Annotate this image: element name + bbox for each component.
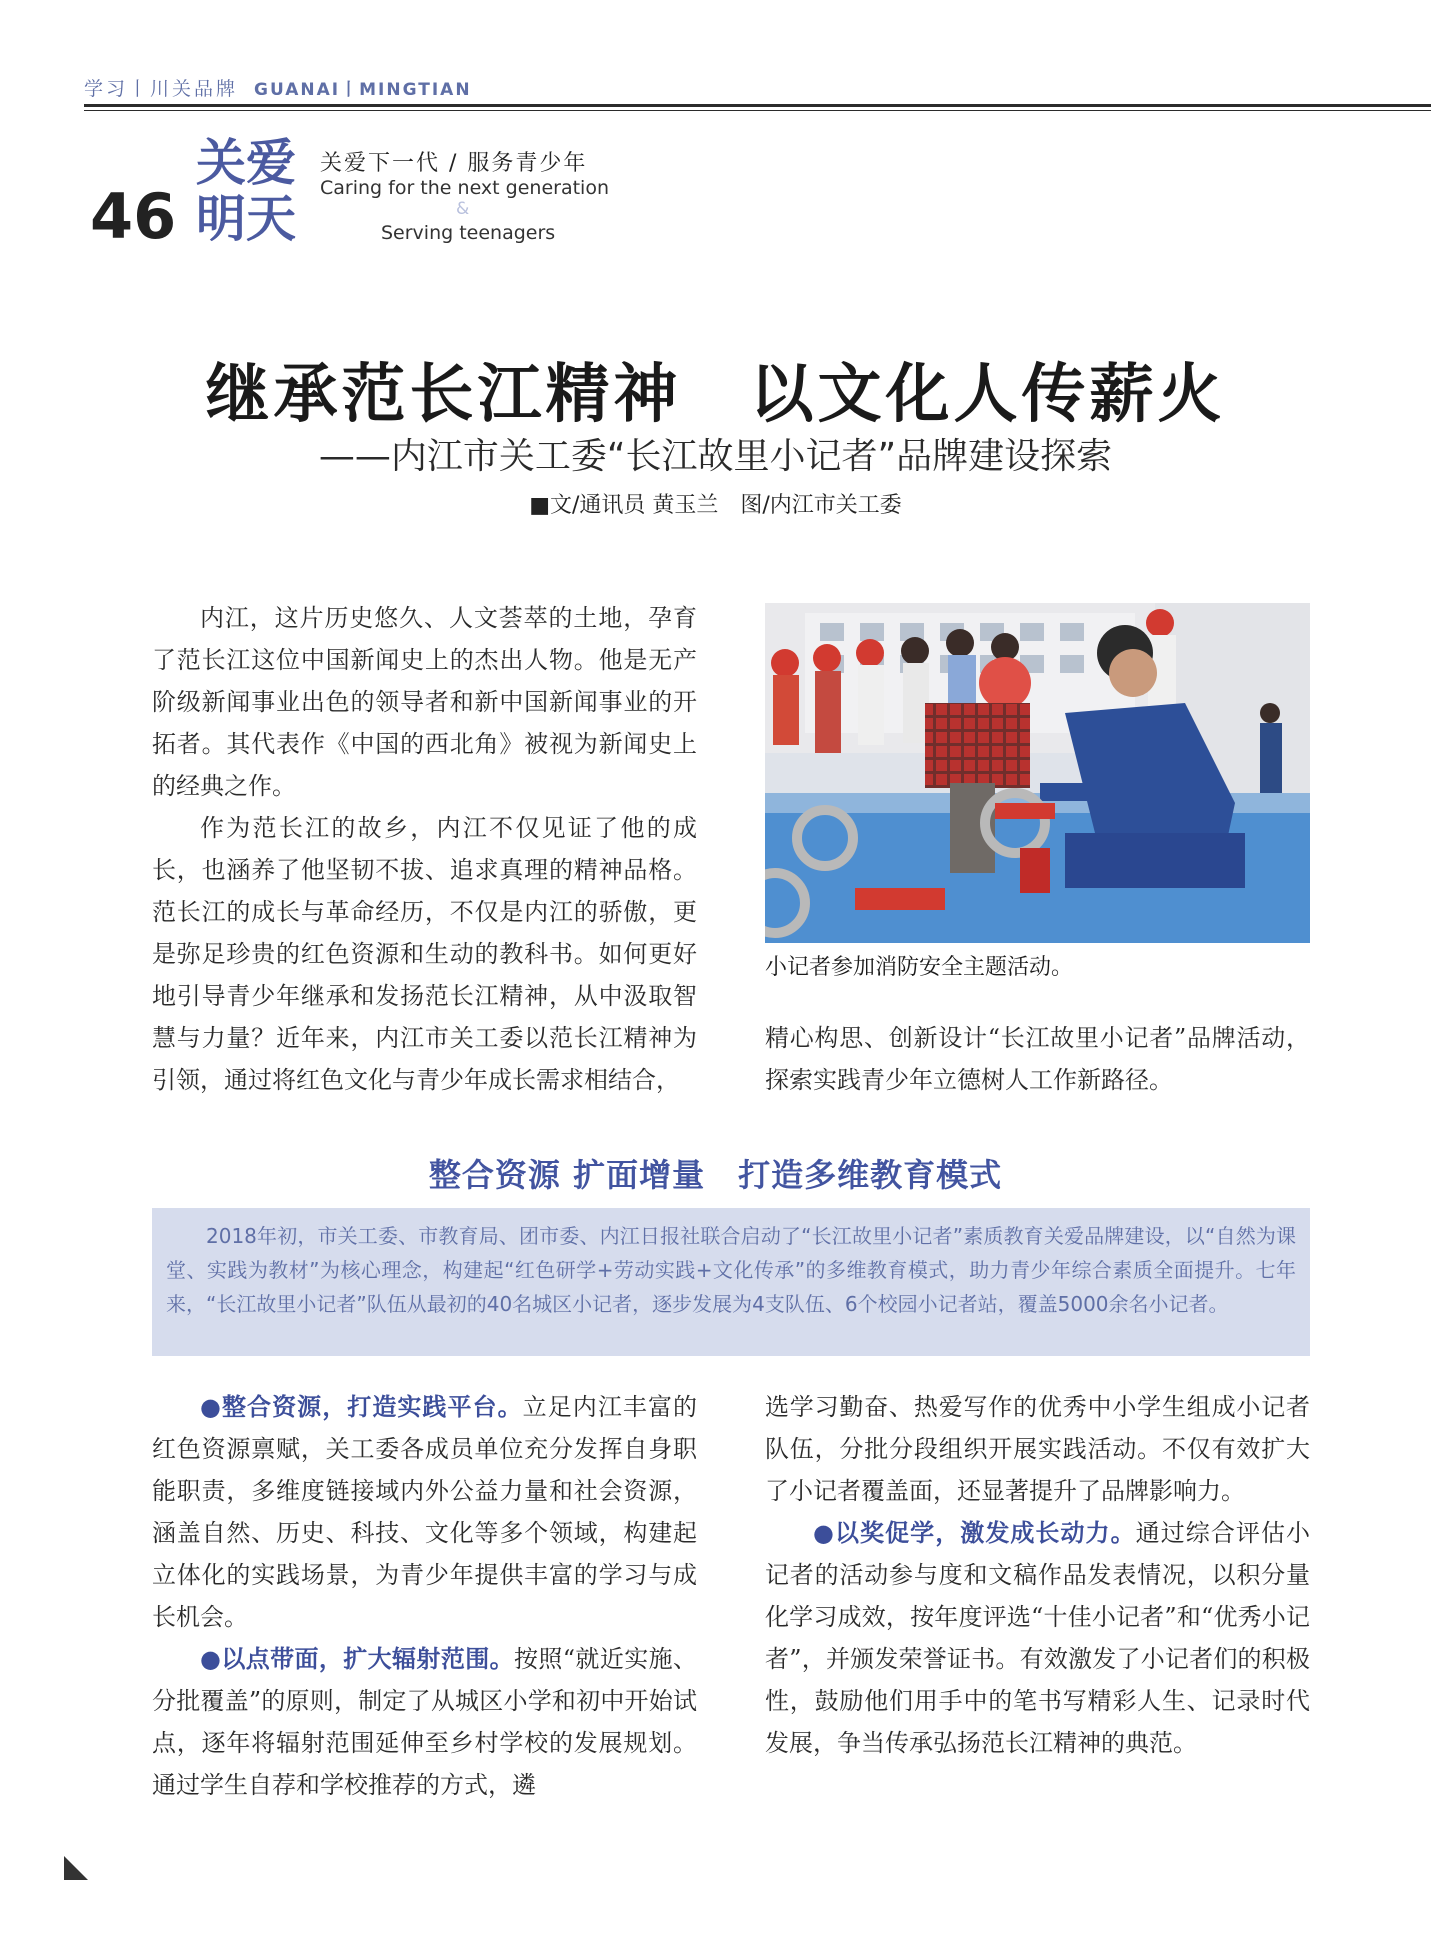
bullet-lead-1: ●整合资源，打造实践平台。: [200, 1393, 523, 1421]
page-corner-mark: [64, 1856, 88, 1880]
article-subtitle: ——内江市关工委“长江故里小记者”品牌建设探索: [318, 436, 1113, 477]
article-title: 继承范长江精神 以文化人传薪火: [205, 357, 1226, 432]
intro-box-text: 2018年初，市关工委、市教育局、团市委、内江日报社联合启动了“长江故里小记者”素质教育关爱品牌建设，以“自然为课堂、实践为教材”为核心理念，构建起“红色研学+劳动实践+文化传承”的多维教育模式，助力青少年综合素质全面提升。七年来，“长江故里小记者”队伍从最初的40名城区小记者，逐步发展为4支队伍、6个校园小记者站，覆盖5000余名小记者。: [166, 1224, 1296, 1316]
photo-caption: 小记者参加消防安全主题活动。: [765, 955, 1074, 980]
firefighter-photo-illustration: [765, 603, 1310, 943]
section-label: [84, 74, 472, 101]
page-number: 46: [90, 180, 177, 253]
article-byline: ■文/通讯员 黄玉兰 图/内江市关工委: [529, 493, 902, 518]
section-heading: 整合资源 扩面增量 打造多维教育模式: [428, 1156, 1003, 1194]
paragraph-intro-1: 内江，这片历史悠久、人文荟萃的土地，孕育了范长江这位中国新闻史上的杰出人物。他是无产阶级新闻事业出色的领导者和新中国新闻事业的开拓者。其代表作《中国的西北角》被视为新闻史上的经典之作。: [152, 604, 697, 800]
paragraph-intro-cont: 精心构思、创新设计“长江故里小记者”品牌活动，探索实践青少年立德树人工作新路径。: [765, 1024, 1310, 1094]
slogan-ampersand: &: [456, 199, 470, 219]
intro-box: [152, 1208, 1310, 1356]
bullet-text-3: 通过综合评估小记者的活动参与度和文稿作品发表情况，以积分量化学习成效，按年度评选“十佳小记者”和“优秀小记者”，并颁发荣誉证书。有效激发了小记者们的积极性，鼓励他们用手中的笔书写精彩人生、记录时代发展，争当传承弘扬范长江精神的典范。: [765, 1519, 1311, 1757]
bullet-paragraph-3: [765, 1512, 1310, 1764]
bullet-lead-2: ●以点带面，扩大辐射范围。: [200, 1645, 514, 1673]
bullet-paragraph-2-cont: 选学习勤奋、热爱写作的优秀中小学生组成小记者队伍，分批分段组织开展实践活动。不仅有效扩大了小记者覆盖面，还显著提升了品牌影响力。: [765, 1393, 1310, 1505]
header-rule-thin: [84, 110, 1431, 111]
bullet-paragraph-1: [152, 1386, 697, 1638]
slogan-en-2: Serving teenagers: [381, 222, 556, 244]
bullet-paragraph-2: [152, 1638, 697, 1806]
paragraph-intro-2: 作为范长江的故乡，内江不仅见证了他的成长，也涵养了他坚韧不拔、追求真理的精神品格。范长江的成长与革命经历，不仅是内江的骄傲，更是弥足珍贵的红色资源和生动的教科书。如何更好地引导青少年继承和发扬范长江精神，从中汲取智慧与力量？近年来，内江市关工委以范长江精神为引领，通过将红色文化与青少年成长需求相结合，: [152, 814, 697, 1094]
right-column-lower: [765, 1386, 1310, 1764]
column-name: 关爱明天: [196, 134, 296, 248]
header-rule: [84, 104, 1431, 107]
section-label-en: GUANAI丨MINGTIAN: [254, 80, 472, 100]
left-column-upper: [152, 597, 697, 1101]
bullet-text-1: 立足内江丰富的红色资源禀赋，关工委各成员单位充分发挥自身职能职责，多维度链接域内外公益力量和社会资源，涵盖自然、历史、科技、文化等多个领域，构建起立体化的实践场景，为青少年提供丰富的学习与成长机会。: [152, 1393, 698, 1631]
slogan-en-1: Caring for the next generation: [320, 177, 609, 199]
right-column-upper: [765, 1017, 1310, 1101]
bullet-lead-3: ●以奖促学，激发成长动力。: [813, 1519, 1136, 1547]
slogan-cn: 关爱下一代 / 服务青少年: [320, 151, 588, 176]
bullet-text-2: 按照“就近实施、分批覆盖”的原则，制定了从城区小学和初中开始试点，逐年将辐射范围延伸至乡村学校的发展规划。通过学生自荐和学校推荐的方式，遴: [152, 1645, 697, 1799]
left-column-lower: [152, 1386, 697, 1806]
section-label-cn: 学习丨川关品牌: [84, 78, 239, 100]
article-photo: [765, 603, 1310, 943]
